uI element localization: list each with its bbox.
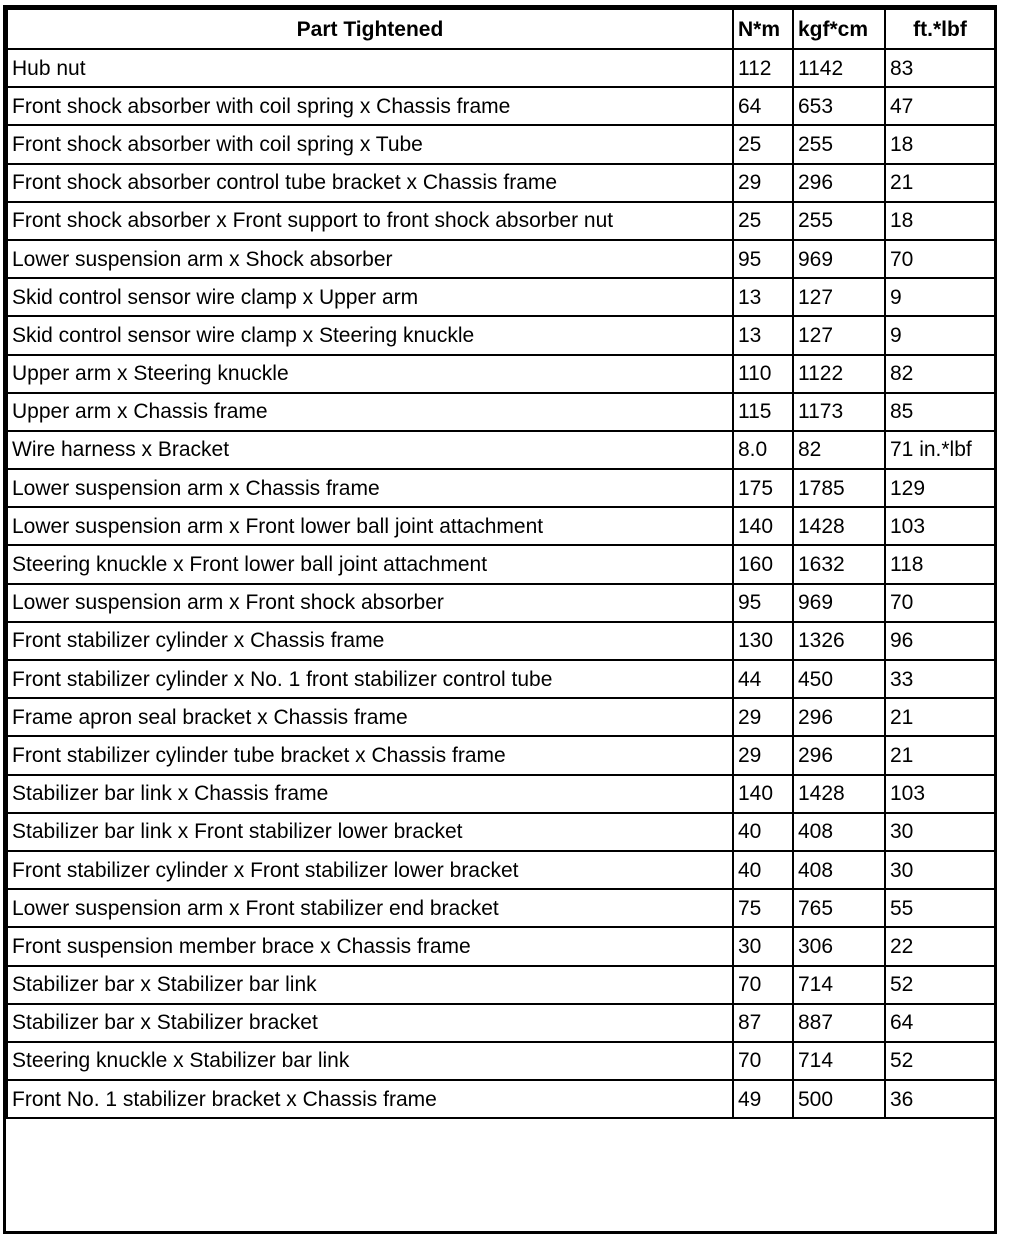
kgf-cm-cell: 1428 bbox=[793, 775, 885, 813]
newton-meter-cell: 13 bbox=[733, 278, 793, 316]
ft-lbf-cell: 70 bbox=[885, 584, 995, 622]
ft-lbf-cell: 70 bbox=[885, 240, 995, 278]
column-header-ft-lbf: ft.*lbf bbox=[885, 9, 995, 49]
kgf-cm-cell: 969 bbox=[793, 584, 885, 622]
table-row bbox=[7, 545, 995, 583]
table-row bbox=[7, 164, 995, 202]
ft-lbf-cell: 36 bbox=[885, 1080, 995, 1118]
newton-meter-cell: 87 bbox=[733, 1004, 793, 1042]
ft-lbf-cell: 18 bbox=[885, 202, 995, 240]
part-tightened-cell: Skid control sensor wire clamp x Steering knuckle bbox=[7, 316, 733, 354]
kgf-cm-cell: 1785 bbox=[793, 469, 885, 507]
ft-lbf-cell: 103 bbox=[885, 507, 995, 545]
newton-meter-cell: 70 bbox=[733, 966, 793, 1004]
table-row bbox=[7, 355, 995, 393]
kgf-cm-cell: 408 bbox=[793, 813, 885, 851]
kgf-cm-cell: 969 bbox=[793, 240, 885, 278]
table-row bbox=[7, 851, 995, 889]
kgf-cm-cell: 255 bbox=[793, 202, 885, 240]
part-tightened-cell: Front stabilizer cylinder x No. 1 front stabilizer control tube bbox=[7, 660, 733, 698]
part-tightened-cell: Lower suspension arm x Chassis frame bbox=[7, 469, 733, 507]
ft-lbf-cell: 9 bbox=[885, 278, 995, 316]
newton-meter-cell: 29 bbox=[733, 164, 793, 202]
kgf-cm-cell: 306 bbox=[793, 927, 885, 965]
table-row bbox=[7, 393, 995, 431]
kgf-cm-cell: 1122 bbox=[793, 355, 885, 393]
table-row bbox=[7, 927, 995, 965]
ft-lbf-cell: 85 bbox=[885, 393, 995, 431]
table-row bbox=[7, 278, 995, 316]
newton-meter-cell: 25 bbox=[733, 125, 793, 163]
newton-meter-cell: 8.0 bbox=[733, 431, 793, 469]
column-header-part-tightened: Part Tightened bbox=[7, 9, 733, 49]
part-tightened-cell: Hub nut bbox=[7, 49, 733, 87]
part-tightened-cell: Front shock absorber x Front support to front shock absorber nut bbox=[7, 202, 733, 240]
part-tightened-cell: Lower suspension arm x Shock absorber bbox=[7, 240, 733, 278]
ft-lbf-cell: 30 bbox=[885, 851, 995, 889]
part-tightened-cell: Front stabilizer cylinder x Front stabilizer lower bracket bbox=[7, 851, 733, 889]
newton-meter-cell: 44 bbox=[733, 660, 793, 698]
table-header-row bbox=[7, 9, 995, 49]
ft-lbf-cell: 47 bbox=[885, 87, 995, 125]
kgf-cm-cell: 1632 bbox=[793, 545, 885, 583]
part-tightened-cell: Stabilizer bar link x Chassis frame bbox=[7, 775, 733, 813]
newton-meter-cell: 13 bbox=[733, 316, 793, 354]
kgf-cm-cell: 296 bbox=[793, 736, 885, 774]
kgf-cm-cell: 1326 bbox=[793, 622, 885, 660]
kgf-cm-cell: 82 bbox=[793, 431, 885, 469]
table-row bbox=[7, 87, 995, 125]
ft-lbf-cell: 103 bbox=[885, 775, 995, 813]
table-row bbox=[7, 49, 995, 87]
table-row bbox=[7, 584, 995, 622]
newton-meter-cell: 140 bbox=[733, 775, 793, 813]
ft-lbf-cell: 52 bbox=[885, 966, 995, 1004]
table-row bbox=[7, 813, 995, 851]
part-tightened-cell: Stabilizer bar x Stabilizer bar link bbox=[7, 966, 733, 1004]
newton-meter-cell: 25 bbox=[733, 202, 793, 240]
kgf-cm-cell: 450 bbox=[793, 660, 885, 698]
table-row bbox=[7, 469, 995, 507]
kgf-cm-cell: 500 bbox=[793, 1080, 885, 1118]
part-tightened-cell: Steering knuckle x Stabilizer bar link bbox=[7, 1042, 733, 1080]
part-tightened-cell: Front shock absorber with coil spring x Chassis frame bbox=[7, 87, 733, 125]
column-header-kgf-cm: kgf*cm bbox=[793, 9, 885, 49]
ft-lbf-cell: 22 bbox=[885, 927, 995, 965]
ft-lbf-cell: 129 bbox=[885, 469, 995, 507]
kgf-cm-cell: 296 bbox=[793, 164, 885, 202]
ft-lbf-cell: 64 bbox=[885, 1004, 995, 1042]
ft-lbf-cell: 71 in.*lbf bbox=[885, 431, 995, 469]
kgf-cm-cell: 1142 bbox=[793, 49, 885, 87]
ft-lbf-cell: 118 bbox=[885, 545, 995, 583]
newton-meter-cell: 29 bbox=[733, 698, 793, 736]
table-row bbox=[7, 698, 995, 736]
table-row bbox=[7, 202, 995, 240]
newton-meter-cell: 115 bbox=[733, 393, 793, 431]
table-row bbox=[7, 889, 995, 927]
ft-lbf-cell: 82 bbox=[885, 355, 995, 393]
table-body bbox=[7, 49, 995, 1118]
kgf-cm-cell: 1428 bbox=[793, 507, 885, 545]
newton-meter-cell: 29 bbox=[733, 736, 793, 774]
table-row bbox=[7, 316, 995, 354]
ft-lbf-cell: 96 bbox=[885, 622, 995, 660]
part-tightened-cell: Front shock absorber control tube bracket x Chassis frame bbox=[7, 164, 733, 202]
newton-meter-cell: 140 bbox=[733, 507, 793, 545]
part-tightened-cell: Front stabilizer cylinder tube bracket x Chassis frame bbox=[7, 736, 733, 774]
kgf-cm-cell: 765 bbox=[793, 889, 885, 927]
column-header-newton-meter: N*m bbox=[733, 9, 793, 49]
ft-lbf-cell: 21 bbox=[885, 164, 995, 202]
newton-meter-cell: 112 bbox=[733, 49, 793, 87]
newton-meter-cell: 49 bbox=[733, 1080, 793, 1118]
kgf-cm-cell: 1173 bbox=[793, 393, 885, 431]
table-row bbox=[7, 1080, 995, 1118]
table-row bbox=[7, 775, 995, 813]
table-row bbox=[7, 240, 995, 278]
newton-meter-cell: 130 bbox=[733, 622, 793, 660]
part-tightened-cell: Upper arm x Steering knuckle bbox=[7, 355, 733, 393]
part-tightened-cell: Skid control sensor wire clamp x Upper arm bbox=[7, 278, 733, 316]
ft-lbf-cell: 21 bbox=[885, 698, 995, 736]
newton-meter-cell: 75 bbox=[733, 889, 793, 927]
part-tightened-cell: Lower suspension arm x Front shock absorber bbox=[7, 584, 733, 622]
table-row bbox=[7, 736, 995, 774]
newton-meter-cell: 110 bbox=[733, 355, 793, 393]
newton-meter-cell: 40 bbox=[733, 813, 793, 851]
kgf-cm-cell: 408 bbox=[793, 851, 885, 889]
kgf-cm-cell: 296 bbox=[793, 698, 885, 736]
ft-lbf-cell: 30 bbox=[885, 813, 995, 851]
kgf-cm-cell: 714 bbox=[793, 1042, 885, 1080]
newton-meter-cell: 70 bbox=[733, 1042, 793, 1080]
ft-lbf-cell: 52 bbox=[885, 1042, 995, 1080]
part-tightened-cell: Front No. 1 stabilizer bracket x Chassis frame bbox=[7, 1080, 733, 1118]
part-tightened-cell: Stabilizer bar x Stabilizer bracket bbox=[7, 1004, 733, 1042]
newton-meter-cell: 95 bbox=[733, 240, 793, 278]
ft-lbf-cell: 9 bbox=[885, 316, 995, 354]
kgf-cm-cell: 127 bbox=[793, 278, 885, 316]
kgf-cm-cell: 714 bbox=[793, 966, 885, 1004]
ft-lbf-cell: 33 bbox=[885, 660, 995, 698]
part-tightened-cell: Frame apron seal bracket x Chassis frame bbox=[7, 698, 733, 736]
table-row bbox=[7, 660, 995, 698]
part-tightened-cell: Upper arm x Chassis frame bbox=[7, 393, 733, 431]
part-tightened-cell: Wire harness x Bracket bbox=[7, 431, 733, 469]
newton-meter-cell: 30 bbox=[733, 927, 793, 965]
table-row bbox=[7, 1042, 995, 1080]
newton-meter-cell: 40 bbox=[733, 851, 793, 889]
newton-meter-cell: 160 bbox=[733, 545, 793, 583]
newton-meter-cell: 95 bbox=[733, 584, 793, 622]
part-tightened-cell: Steering knuckle x Front lower ball joint attachment bbox=[7, 545, 733, 583]
part-tightened-cell: Stabilizer bar link x Front stabilizer lower bracket bbox=[7, 813, 733, 851]
ft-lbf-cell: 55 bbox=[885, 889, 995, 927]
kgf-cm-cell: 887 bbox=[793, 1004, 885, 1042]
part-tightened-cell: Front stabilizer cylinder x Chassis frame bbox=[7, 622, 733, 660]
table-row bbox=[7, 1004, 995, 1042]
table-row bbox=[7, 507, 995, 545]
newton-meter-cell: 175 bbox=[733, 469, 793, 507]
table-row bbox=[7, 966, 995, 1004]
kgf-cm-cell: 127 bbox=[793, 316, 885, 354]
part-tightened-cell: Front shock absorber with coil spring x Tube bbox=[7, 125, 733, 163]
part-tightened-cell: Lower suspension arm x Front lower ball joint attachment bbox=[7, 507, 733, 545]
table-row bbox=[7, 622, 995, 660]
newton-meter-cell: 64 bbox=[733, 87, 793, 125]
torque-spec-table bbox=[6, 8, 996, 1119]
part-tightened-cell: Lower suspension arm x Front stabilizer end bracket bbox=[7, 889, 733, 927]
table-row bbox=[7, 125, 995, 163]
kgf-cm-cell: 255 bbox=[793, 125, 885, 163]
ft-lbf-cell: 21 bbox=[885, 736, 995, 774]
kgf-cm-cell: 653 bbox=[793, 87, 885, 125]
ft-lbf-cell: 83 bbox=[885, 49, 995, 87]
ft-lbf-cell: 18 bbox=[885, 125, 995, 163]
table-row bbox=[7, 431, 995, 469]
part-tightened-cell: Front suspension member brace x Chassis frame bbox=[7, 927, 733, 965]
